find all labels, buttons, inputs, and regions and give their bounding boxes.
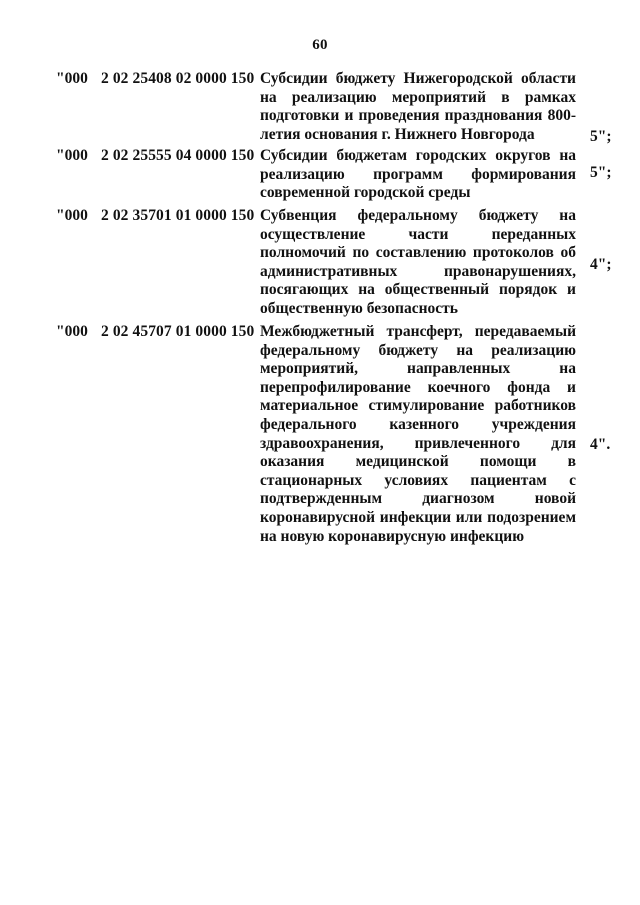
budget-code-cell: 2 02 25408 02 0000 150 (101, 70, 255, 87)
description-cell: Субсидии бюджету Нижегородской области на реализацию мероприятий в рамках подготовки и проведения празднования 800-летия основания г. Нижнего Новгорода (260, 70, 576, 143)
admin-code-cell: "000 (56, 147, 88, 164)
description-cell: Межбюджетный трансферт, передаваемый федеральному бюджету на реализацию мероприятий, направленных на перепрофилирование коечного фонда и материальное стимулирование работников федерального казенного учреждения здравоохранения, привлеченного для оказания медицинской помощи в стационарных условиях пациентам с подтвержденным диагнозом новой коронавирусной инфекции или подозрением на новую коронавирусную инфекцию (260, 323, 576, 545)
description-cell: Субсидии бюджетам городских округов на реализацию программ формирования современной городской среды (260, 147, 576, 202)
description-cell: Субвенция федеральному бюджету на осуществление части переданных полномочий по составлению протоколов об административных правонарушениях, посягающих на общественный порядок и общественную безопасность (260, 207, 576, 317)
admin-code-cell: "000 (56, 70, 88, 87)
page-number: 60 (312, 37, 328, 53)
admin-code-cell: "000 (56, 207, 88, 224)
budget-code-cell: 2 02 35701 01 0000 150 (101, 207, 255, 224)
value-cell: 4"; (590, 256, 612, 273)
value-cell: 5"; (590, 164, 612, 181)
admin-code-cell: "000 (56, 323, 88, 340)
value-cell: 5"; (590, 128, 612, 145)
budget-code-cell: 2 02 25555 04 0000 150 (101, 147, 255, 164)
value-cell: 4". (590, 436, 611, 453)
budget-code-cell: 2 02 45707 01 0000 150 (101, 323, 255, 340)
